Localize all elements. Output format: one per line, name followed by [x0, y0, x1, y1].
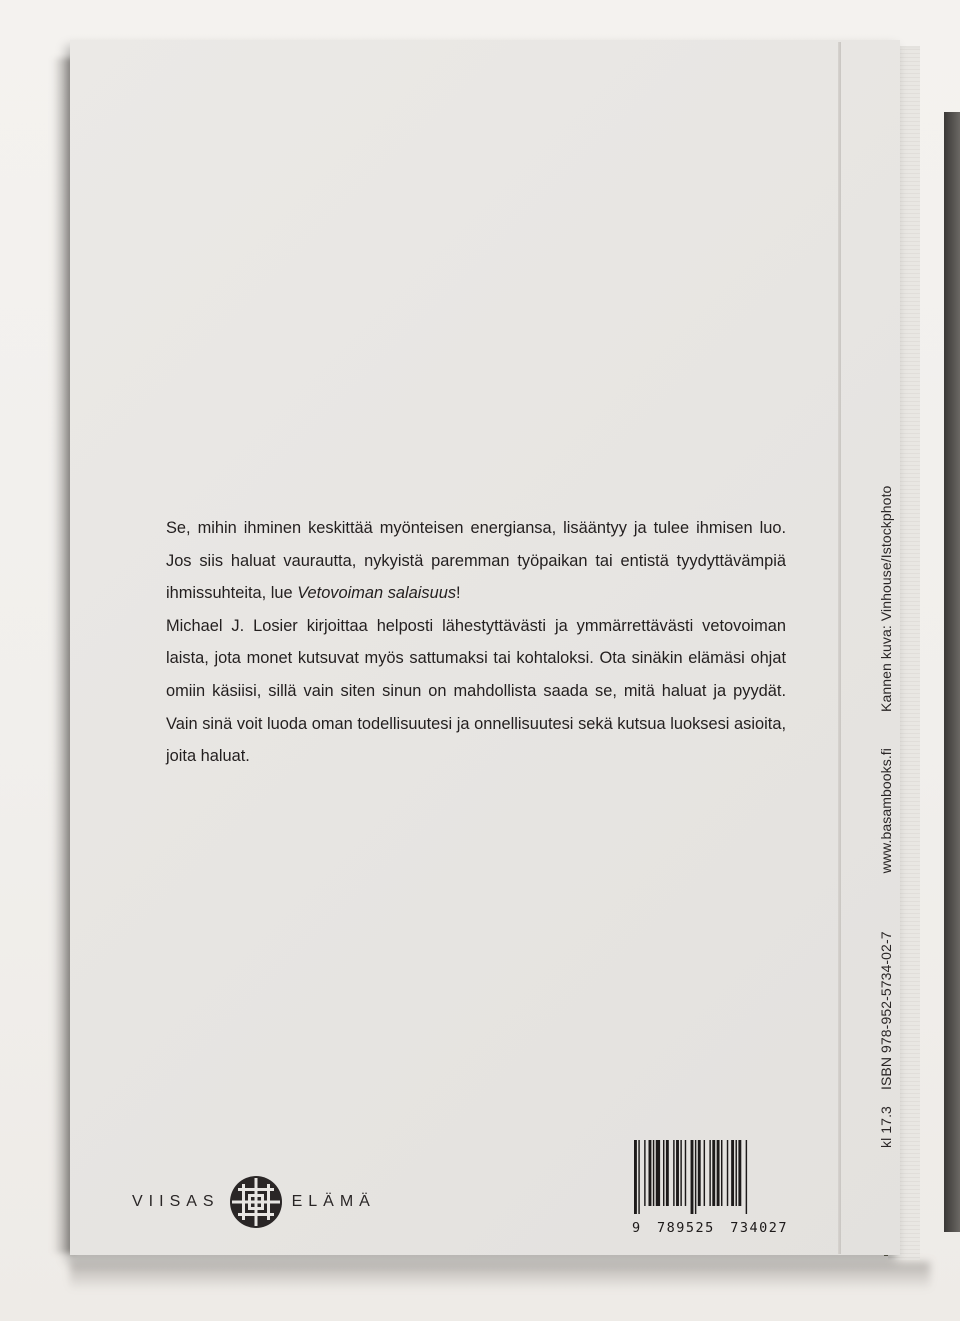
barcode-bar — [698, 1140, 701, 1206]
barcode-bar — [695, 1140, 696, 1214]
barcode-bar — [731, 1140, 734, 1206]
book-title-italic: Vetovoiman salaisuus — [297, 584, 457, 603]
barcode-bar — [721, 1140, 722, 1206]
barcode-bar — [676, 1140, 679, 1206]
barcode-bar — [746, 1140, 747, 1214]
barcode-bar — [704, 1140, 705, 1206]
barcode-bar — [709, 1140, 710, 1206]
background-book-edge — [944, 112, 960, 1232]
barcode-bar — [653, 1140, 654, 1206]
logo-word-right: ELÄMÄ — [291, 1193, 376, 1210]
barcode-bar — [736, 1140, 737, 1206]
barcode-digits-left: 789525 — [657, 1220, 715, 1236]
cover-credit: Kannen kuva: Vinhouse/Istockphoto — [878, 485, 894, 712]
blurb-paragraph-2: Michael J. Losier kirjoittaa helposti lähestyttävästi ja ymmärrettävästi vetovoiman laista, jota monet kutsuvat myös sattumaksi tai kohtaloksi. Ota sinäkin elämäsi ohjat omiin käsiisi, sillä vain siten sinun on mahdollista saada se, mitä haluat ja pyydät. Vain sinä voit luoda oman todellisuutesi ja onnellisuutesi sekä kutsua luoksesi asioita, joita haluat. — [166, 616, 786, 766]
publisher-logo — [132, 1176, 376, 1228]
barcode-bar — [738, 1140, 741, 1206]
barcode-bar — [673, 1140, 674, 1206]
barcode-number — [630, 1220, 788, 1236]
publisher-website: www.basambooks.fi — [878, 747, 894, 874]
barcode-bar — [680, 1140, 681, 1206]
classification-code: kl 17.3 — [878, 1106, 894, 1148]
barcode-bar — [685, 1140, 686, 1206]
spine-info — [878, 486, 894, 1148]
barcode-digit-lead: 9 — [632, 1220, 642, 1236]
blurb-paragraph-1 — [166, 512, 786, 610]
book-shadow-bottom — [70, 1262, 930, 1290]
barcode-bar — [666, 1140, 669, 1206]
barcode-bar — [634, 1140, 637, 1214]
barcode-bar — [649, 1140, 652, 1206]
barcode-bar — [717, 1140, 720, 1206]
barcode-bar — [656, 1140, 660, 1206]
barcode-bar — [691, 1140, 694, 1214]
isbn-barcode — [630, 1140, 788, 1236]
blurb-text: Se, mihin ihminen keskittää myönteisen energiansa, lisääntyy ja tulee ihmisen luo. Jos siis haluat vaurautta, nykyistä paremman työpaikan tai entistä tyydyttävämpiä ihmissuhteita, lue — [166, 519, 786, 603]
knot-emblem-icon — [228, 1174, 284, 1230]
barcode-bar — [663, 1140, 664, 1206]
logo-word-left: VIISAS — [132, 1193, 220, 1210]
isbn-text: ISBN 978-952-5734-02-7 — [878, 931, 894, 1091]
barcode-bar — [712, 1140, 715, 1206]
spine-fold-line — [838, 42, 841, 1254]
barcode-bars — [630, 1140, 788, 1214]
barcode-bar — [644, 1140, 645, 1206]
barcode-digits-right: 734027 — [730, 1220, 788, 1236]
barcode-bar — [638, 1140, 639, 1214]
back-cover-blurb — [166, 512, 786, 773]
barcode-bar — [727, 1140, 728, 1206]
blurb-text-end: ! — [456, 584, 461, 603]
